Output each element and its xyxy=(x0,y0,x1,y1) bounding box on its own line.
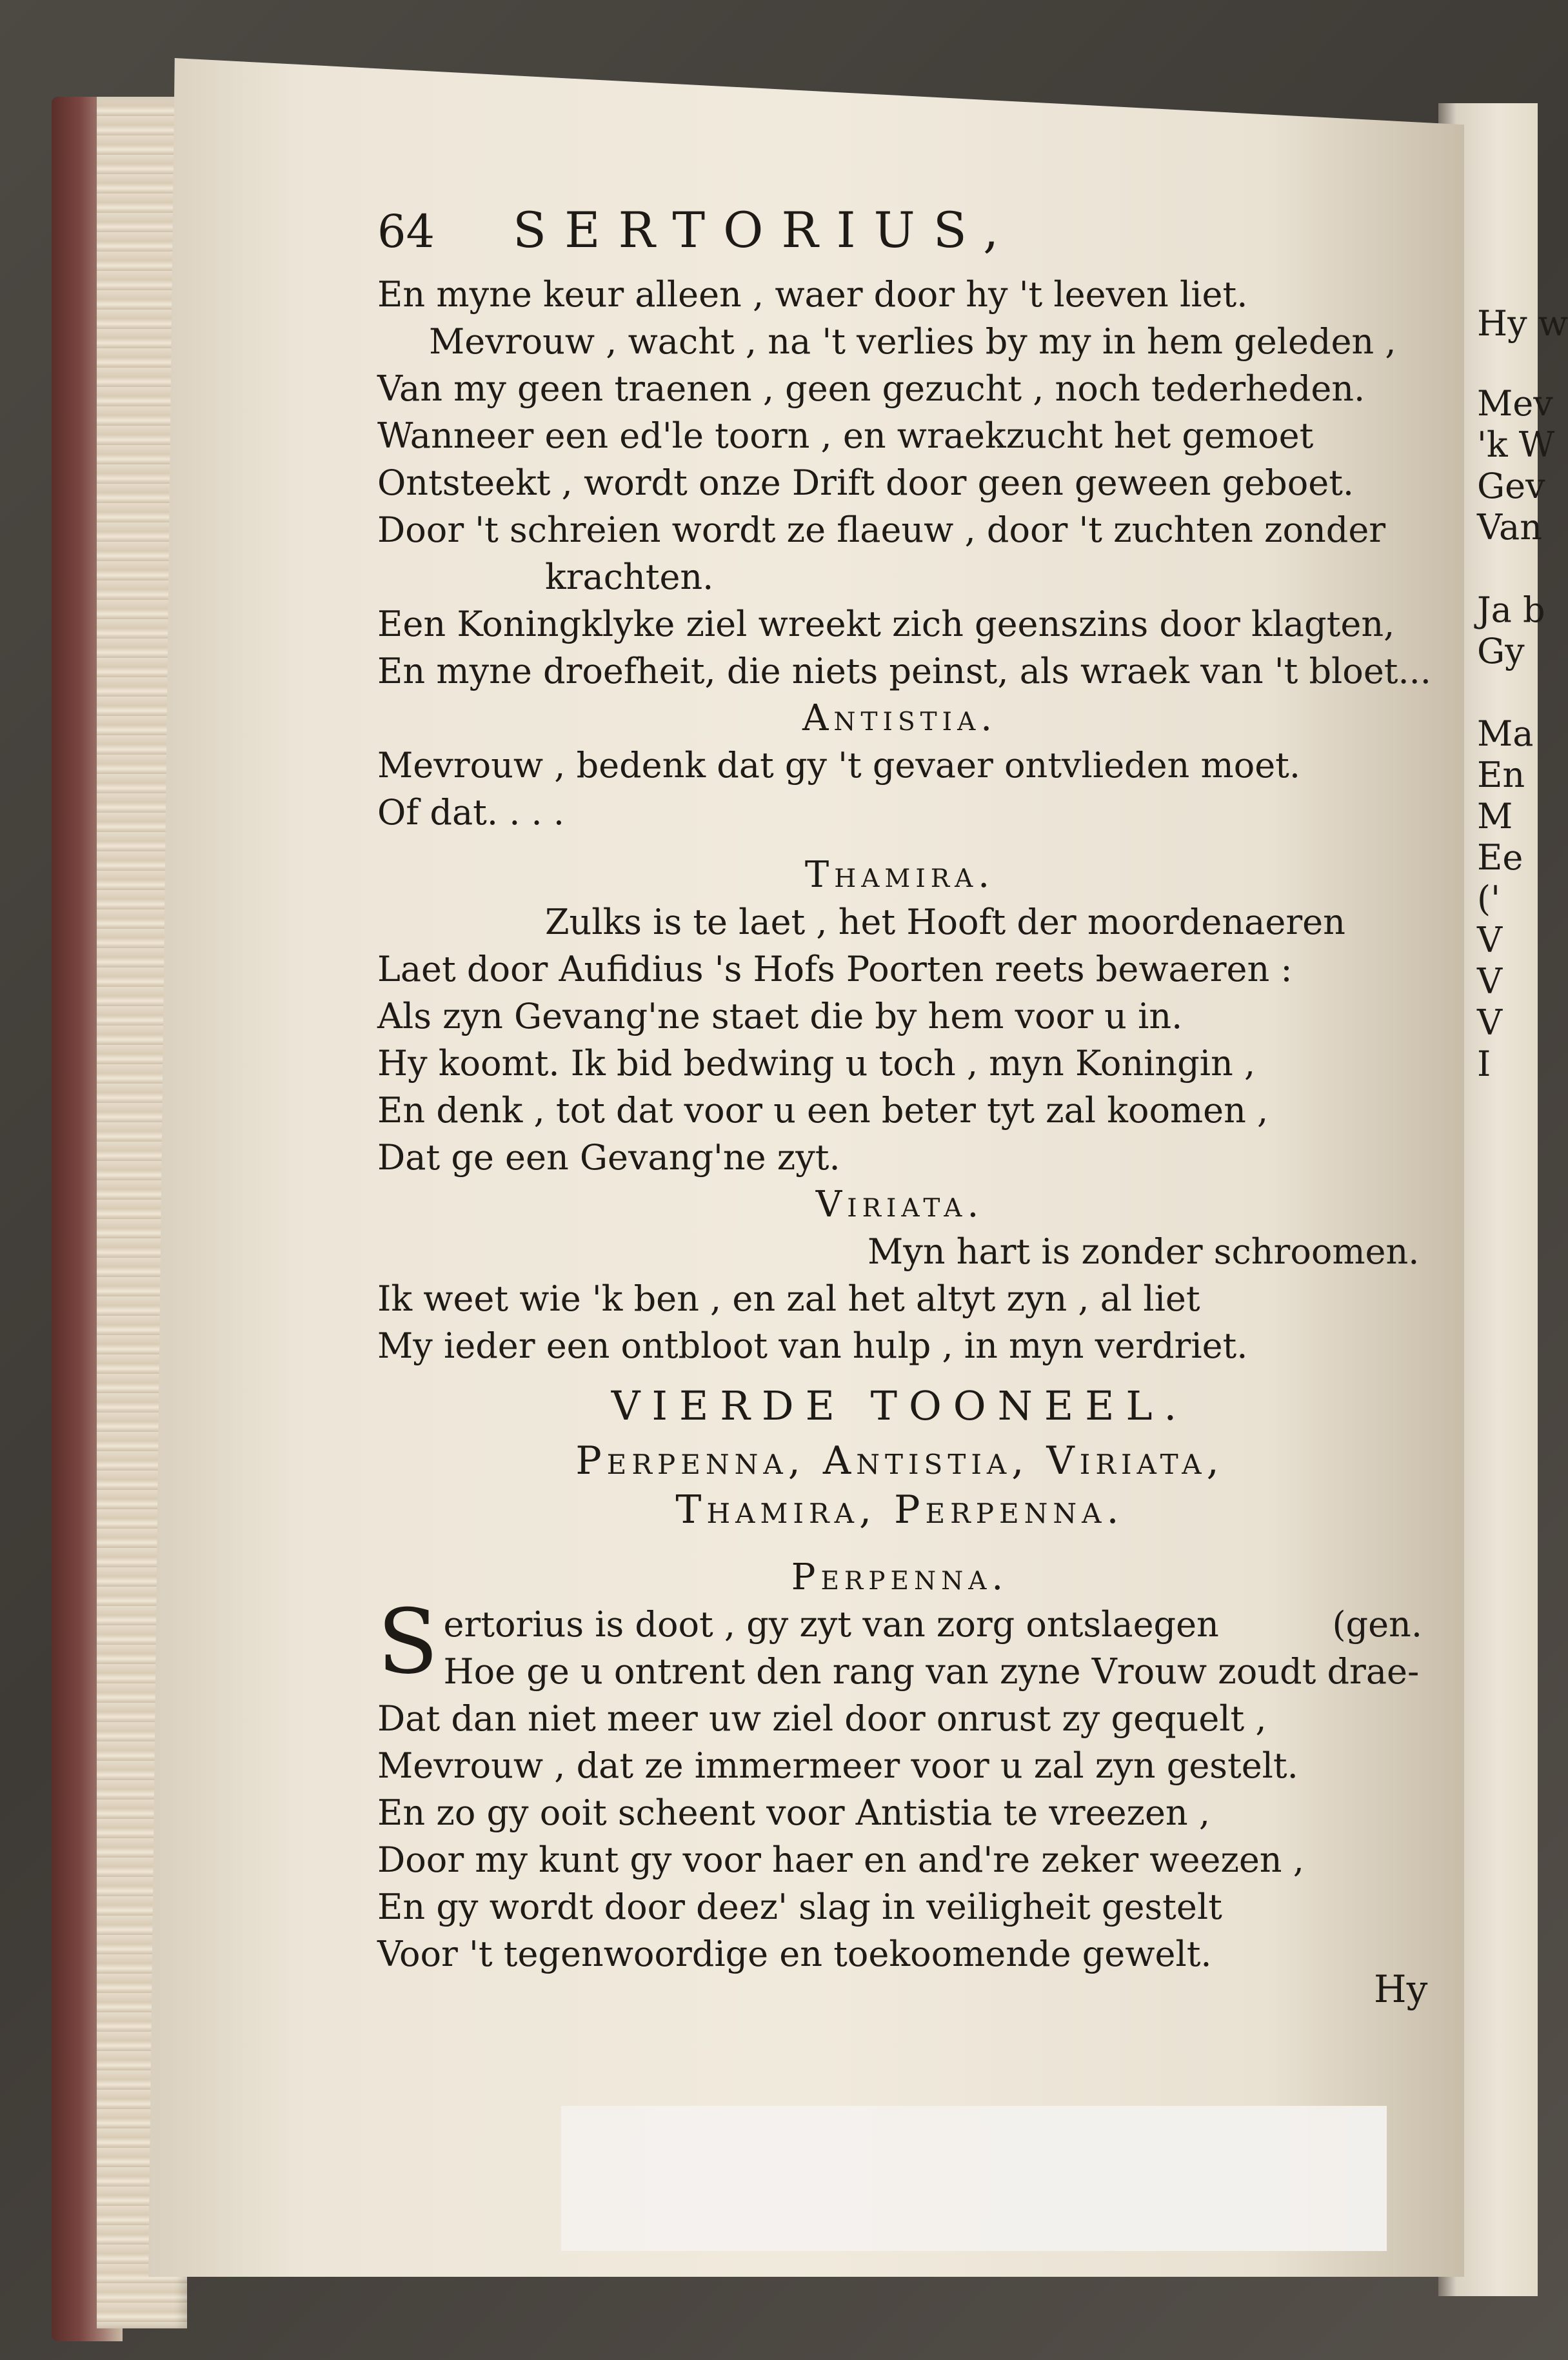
verse-line: Door my kunt gy voor haer en and're zeker weezen , xyxy=(377,1839,1304,1880)
speaker-name: Perpenna. xyxy=(791,1556,1009,1598)
verse-line: En zo gy ooit scheent voor Antistia te vreezen , xyxy=(377,1792,1211,1833)
verse-line: En denk , tot dat voor u een beter tyt zal koomen , xyxy=(377,1090,1269,1131)
facing-line: Van xyxy=(1477,507,1543,548)
verse-line: Als zyn Gevang'ne staet die by hem voor u in. xyxy=(377,996,1183,1036)
facing-line: Gev xyxy=(1477,466,1545,506)
verse-line: Hy koomt. Ik bid bedwing u toch , myn Koningin , xyxy=(377,1043,1256,1084)
verse-line: En myne droefheit, die niets peinst, als wraek van 't bloet... xyxy=(377,651,1431,691)
facing-line: Mev xyxy=(1477,383,1553,424)
verse-line: En myne keur alleen , waer door hy 't leeven liet. xyxy=(377,274,1248,315)
facing-line: En xyxy=(1477,755,1525,795)
verse-line: Van my geen traenen , geen gezucht , noch tederheden. xyxy=(377,368,1365,409)
verse-line: Dat ge een Gevang'ne zyt. xyxy=(377,1137,840,1178)
facing-line: M xyxy=(1477,796,1513,837)
verse-line-text: ertorius is doot , gy zyt van zorg ontslaegen xyxy=(443,1604,1219,1645)
blank-area xyxy=(561,2106,1387,2251)
verse-line: Ontsteekt , wordt onze Drift door geen geween geboet. xyxy=(377,462,1355,503)
verse-line: Dat dan niet meer uw ziel door onrust zy gequelt , xyxy=(377,1698,1267,1739)
page-text xyxy=(377,201,1431,1978)
verse-line: En gy wordt door deez' slag in veiligheit gestelt xyxy=(377,1887,1222,1927)
facing-line xyxy=(1477,672,1538,713)
verse-line: Zulks is te laet , het Hooft der moordenaeren xyxy=(545,902,1345,942)
facing-line xyxy=(1477,548,1538,590)
verse-line: Mevrouw , wacht , na 't verlies by my in hem geleden , xyxy=(429,321,1396,362)
facing-line: Ja b xyxy=(1477,590,1545,630)
verse-line: Ik weet wie 'k ben , en zal het altyt zyn , al liet xyxy=(377,1278,1200,1319)
verse-line: Laet door Aufidius 's Hofs Poorten reets bewaeren : xyxy=(377,949,1293,989)
cast-list: Thamira, Perpenna. xyxy=(675,1487,1124,1532)
facing-line: V xyxy=(1477,961,1502,1002)
facing-line: Gy xyxy=(1477,631,1525,671)
verse-line xyxy=(377,1601,1422,1648)
speaker-name: Antistia. xyxy=(802,697,998,739)
facing-page-text xyxy=(1477,303,1568,1085)
facing-line: (' xyxy=(1477,878,1500,919)
speaker-name: Thamira. xyxy=(804,854,995,896)
cast-list: Perpenna, Antistia, Viriata, xyxy=(575,1438,1224,1483)
facing-line: 'k W xyxy=(1477,424,1555,465)
page-number: 64 xyxy=(377,205,435,258)
verse-line: My ieder een ontbloot van hulp , in myn verdriet. xyxy=(377,1325,1248,1366)
facing-line: I xyxy=(1477,1044,1491,1084)
verse-line: Voor 't tegenwoordige en toekoomende gewelt. xyxy=(377,1934,1212,1974)
facing-line: Ma xyxy=(1477,713,1534,754)
verse-line: Mevrouw , dat ze immermeer voor u zal zyn gestelt. xyxy=(377,1745,1298,1786)
catchword: Hy xyxy=(1374,1967,1428,2011)
opening-verse xyxy=(377,1590,1422,1695)
verse-line: Door 't schreien wordt ze flaeuw , door 't zuchten zonder xyxy=(377,510,1386,550)
scene-title: VIERDE TOONEEL. xyxy=(611,1382,1189,1429)
verse-line: Myn hart is zonder schroomen. xyxy=(868,1231,1420,1272)
drop-cap: S xyxy=(377,1590,439,1694)
turnover-text: (gen. xyxy=(1332,1604,1422,1645)
running-title: SERTORIUS, xyxy=(513,201,1017,259)
verse-line: krachten. xyxy=(545,557,714,597)
verse-line: Mevrouw , bedenk dat gy 't gevaer ontvlieden moet. xyxy=(377,745,1301,786)
verse-line: Wanneer een ed'le toorn , en wraekzucht het gemoet xyxy=(377,415,1314,456)
page-header xyxy=(377,201,1422,271)
facing-line: Hy w xyxy=(1477,303,1568,344)
facing-line: V xyxy=(1477,1002,1502,1043)
facing-line: Ee xyxy=(1477,837,1523,878)
facing-line: V xyxy=(1477,920,1502,960)
verse-line: Een Koningklyke ziel wreekt zich geenszins door klagten, xyxy=(377,604,1395,644)
speaker-name: Viriata. xyxy=(815,1184,984,1225)
verse-line: Hoe ge u ontrent den rang van zyne Vrouw zoudt drae- xyxy=(443,1651,1420,1692)
verse-line: Of dat. . . . xyxy=(377,792,565,833)
